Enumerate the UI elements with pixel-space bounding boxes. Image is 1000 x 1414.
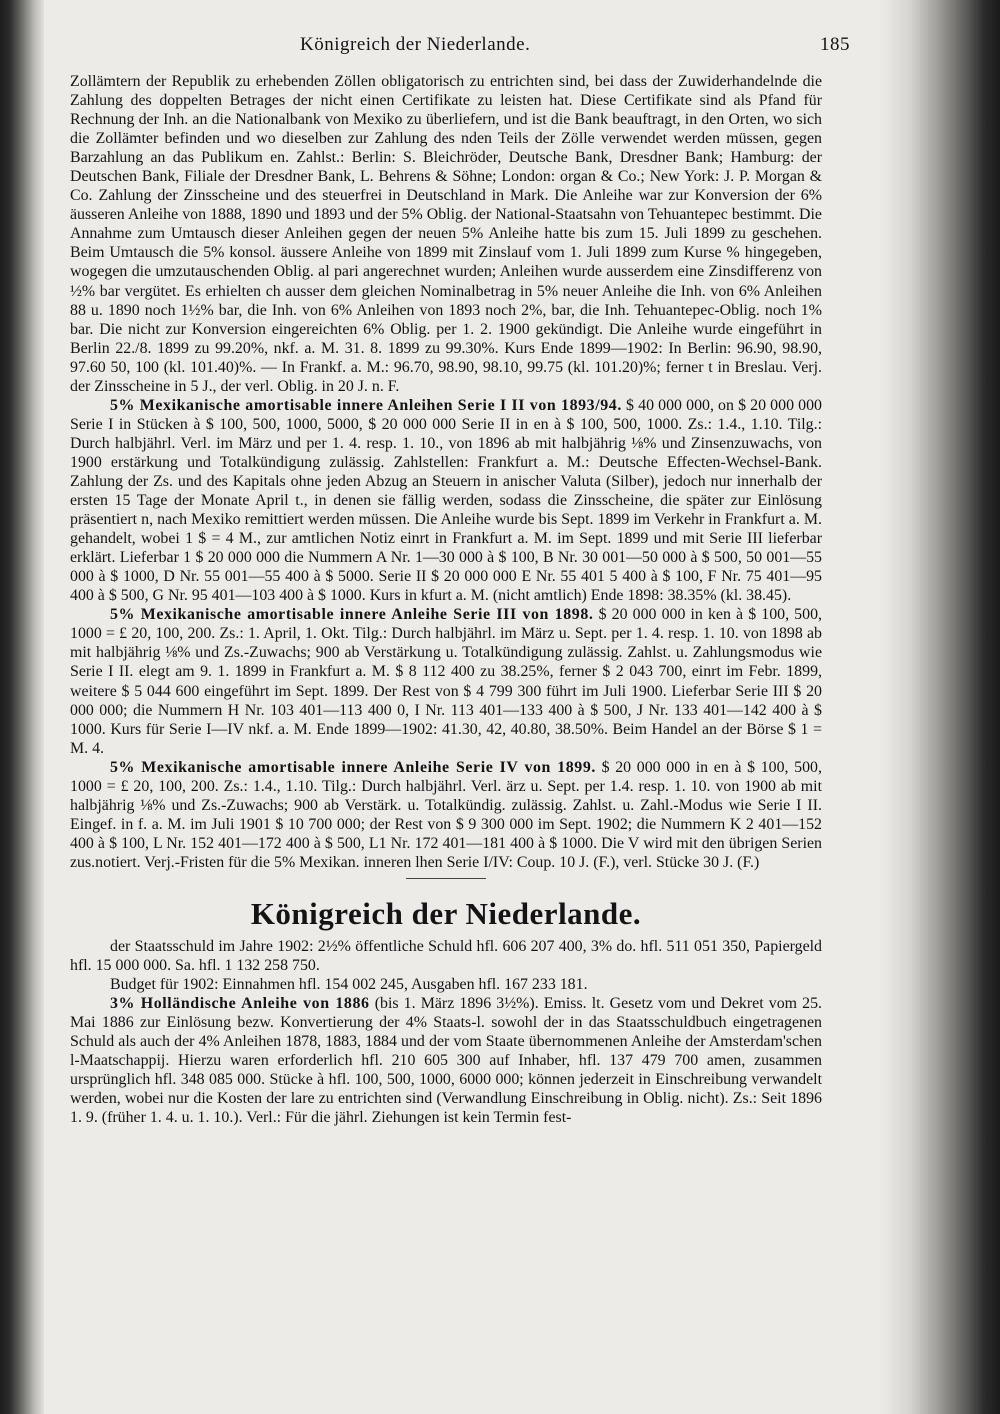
running-title: Königreich der Niederlande. (300, 34, 531, 55)
book-binding-left (0, 0, 44, 1414)
serie-3-heading: 5% Mexikanische amortisable innere Anleihe Serie III von 1898. (110, 606, 594, 624)
serie-1-2-text: $ 40 000 000, on $ 20 000 000 Serie I in Stücken à $ 100, 500, 1000, 5000, $ 20 000 000 Serie II in en à $ 100, 500, 1000. Zs.: 1.4., 1.10. Tilg.: Durch halbjährl. Verl. im März und per 1. 4. resp. 1. 10., von 1896 ab mit halbjährig ⅛% und Zinsenzuwachs, von 1900 erstärkung und Totalkündigung zulässig. Zahlstellen: Frankfurt a. M.: Deutsche Effecten-Wechsel-Bank. Zahlung der Zs. und des Kapitals ohne jeden Abzug an Steuern in anischer Valuta (Silber), jedoch nur innerhalb der ersten 15 Tage der Monate April t., in denen sie fällig werden, sodass die Zinsscheine, die später zur Einlösung präsentiert n, nach Mexiko remittiert werden müssen. Die Anleihe wurde bis Sept. 1899 im Verkehr in Frankfurt a. M. gehandelt, wobei 1 $ = 4 M., zur amtlichen Notiz einrt in Frankfurt a. M. im Sept. 1899 und mit Serie III lieferbar erklärt. Lieferbar 1 $ 20 000 000 die Nummern A Nr. 1—30 000 à $ 100, B Nr. 30 001—50 000 à $ 500, 50 001—55 000 à $ 1000, D Nr. 55 001—55 400 à $ 5000. Serie II $ 20 000 000 E Nr. 55 401 5 400 à $ 100, F Nr. 75 401—95 400 à $ 500, G Nr. 95 401—103 400 à $ 1000. Kurs in kfurt a. M. (nicht amtlich) Ende 1898: 38.35% (kl. 38.45). (70, 396, 822, 605)
serie-4-heading: 5% Mexikanische amortisable innere Anleihe Serie IV von 1899. (110, 758, 596, 776)
book-binding-right (880, 0, 1000, 1414)
page-body (70, 72, 822, 1127)
section-divider (406, 878, 486, 879)
hollaendische-anleihe-heading: 3% Holländische Anleihe von 1886 (110, 995, 370, 1013)
serie-1-2-heading: 5% Mexikanische amortisable innere Anleihen Serie I II von 1893/94. (110, 396, 622, 414)
budget-paragraph: Budget für 1902: Einnahmen hfl. 154 002 245, Ausgaben hfl. 167 233 181. (110, 976, 588, 994)
mexico-continuation-paragraph: Zollämtern der Republik zu erhebenden Zöllen obligatorisch zu entrichten sind, bei dass der Zuwiderhandelnde die Zahlung des doppelten Betrages der nicht einen Certifikate zu leisten hat. Diese Certifikate sind als Pfand für Rechnung der Inh. an die Nationalbank von Mexiko zu überliefern, und ist die Bank beauftragt, in den Orten, wo sich die Zollämter befinden und wo dieselben zur Zahlung des nden Teils der Zölle verwendet werden müssen, gegen Barzahlung an das Publikum en. Zahlst.: Berlin: S. Bleichröder, Deutsche Bank, Dresdner Bank; Hamburg: der Deutschen Bank, Filiale der Dresdner Bank, L. Behrens & Söhne; London: organ & Co.; New York: J. P. Morgan & Co. Zahlung der Zinsscheine und des steuerfrei in Deutschland in Mark. Die Anleihe war zur Konversion der 6% äusseren Anleihe von 1888, 1890 und 1893 und der 5% Oblig. der National-Staatsahn von Tehuantepec bestimmt. Die Annahme zum Umtausch dieser Anleihen gegen der neuen 5% Anleihe hatte bis zum 15. Juli 1899 zu geschehen. Beim Umtausch die 5% konsol. äussere Anleihe von 1899 mit Zinslauf vom 1. Juli 1899 zum Kurse % hingegeben, wogegen die umzutauschenden Oblig. al pari angerechnet wurden; Anleihen wurde ausserdem eine Zinsdifferenz von ½% bar vergütet. Es erhielten ch ausser dem gleichen Nominalbetrag in 5% neuer Anleihe die Inh. von 6% Anleihen 88 u. 1890 noch 1½% bar, die Inh. von 6% Anleihen von 1893 noch 2%, bar, die Inh. Tehuantepec-Oblig. noch 1% bar. Die nicht zur Konversion eingereichten 6% Oblig. per 1. 2. 1900 gekündigt. Die Anleihe wurde eingeführt in Berlin 22./8. 1899 zu 99.20%, nkf. a. M. 31. 8. 1899 zu 99.30%. Kurs Ende 1899—1902: In Berlin: 96.90, 98.90, 97.60 50, 100 (kl. 101.40)%. — In Frankf. a. M.: 96.70, 98.90, 98.10, 99.75 (kl. 101.20)%; ferner t in Breslau. Verj. der Zinsscheine in 5 J., der verl. Oblig. in 20 J. n. F. (70, 73, 822, 395)
hollaendische-anleihe-paragraph (70, 994, 822, 1127)
page-header (70, 34, 850, 62)
hollaendische-anleihe-text: (bis 1. März 1896 3½%). Emiss. lt. Gesetz vom und Dekret vom 25. Mai 1886 zur Einlösung bezw. Konvertierung der 4% Staats-l. sowohl der in das Staatsschuldbuch eingetragenen Schuld als auch der 4% Anleihen 1878, 1883, 1884 und der vom Staate übernommenen Anleihe der Amsterdam'schen l-Maatschappij. Hierzu waren erforderlich hfl. 210 605 300 auf Inhaber, hfl. 137 479 700 amen, zusammen ursprünglich hfl. 348 085 000. Stücke à hfl. 100, 500, 1000, 6000 000; können jederzeit in Einschreibung verwandelt werden, wobei nur die Kosten der lare zu entrichten sind (Verwandlung Einschreibung in Oblig. nicht). Zs.: Seit 1896 1. 9. (früher 1. 4. u. 1. 10.). Verl.: Für die jährl. Ziehungen ist kein Termin fest- (70, 995, 822, 1127)
section-title-niederlande: Königreich der Niederlande. (250, 895, 642, 931)
serie-3-paragraph (70, 605, 822, 757)
serie-4-paragraph (70, 758, 822, 872)
serie-3-text: $ 20 000 000 in ken à $ 100, 500, 1000 = £ 20, 100, 200. Zs.: 1. April, 1. Okt. Tilg.: Durch halbjährl. im März u. Sept. per 1. 4. resp. 1. 10. von 1898 ab mit halbjährig ⅛% und Zs.-Zuwachs; 900 ab Verstärkung u. Totalkündigung zulässig. Zahlst. u. Zahlungsmodus wie Serie I II. elegt am 9. 1. 1899 in Frankfurt a. M. $ 8 112 400 zu 38.25%, ferner $ 2 043 700, einrt im Febr. 1899, weitere $ 5 044 600 eingeführt im Sept. 1899. Der Rest von $ 4 799 300 führt im Juli 1900. Lieferbar Serie III $ 20 000 000; die Nummern H Nr. 103 401—113 400 0, I Nr. 113 401—133 400 à $ 500, J Nr. 133 401—142 400 à $ 1000. Kurs für Serie I—IV nkf. a. M. Ende 1899—1902: 41.30, 42, 40.80, 38.50%. Beim Handel an der Börse $ 1 = M. 4. (70, 606, 822, 757)
serie-4-text: $ 20 000 000 in en à $ 100, 500, 1000 = £ 20, 100, 200. Zs.: 1.4., 1.10. Tilg.: Durch halbjährl. Verl. ärz u. Sept. per 1.4. resp. 1. 10. von 1900 ab mit halbjährig ⅛% und Zs.-Zuwachs; 900 ab Verstärk. u. Totalkündig. zulässig. Zahlst. u. Zahl.-Modus wie Serie I II. Eingef. in f. a. M. im Juli 1901 $ 10 700 000; der Rest von $ 9 300 000 im Sept. 1902; die Nummern K 2 401—152 400 à $ 100, L Nr. 152 401—172 400 à $ 500, L1 Nr. 172 401—181 400 à $ 1000. Die V wird mit den übrigen Serien zus.notiert. Verj.-Fristen für die 5% Mexikan. inneren lhen Serie I/IV: Coup. 10 J. (F.), verl. Stücke 30 J. (F.) (70, 758, 822, 871)
staatsschuld-paragraph: der Staatsschuld im Jahre 1902: 2½% öffentliche Schuld hfl. 606 207 400, 3% do. hfl. 511 051 350, Papiergeld hfl. 15 000 000. Sa. hfl. 1 132 258 750. (70, 937, 822, 975)
page-number: 185 (820, 34, 850, 55)
serie-1-2-paragraph (70, 396, 822, 606)
